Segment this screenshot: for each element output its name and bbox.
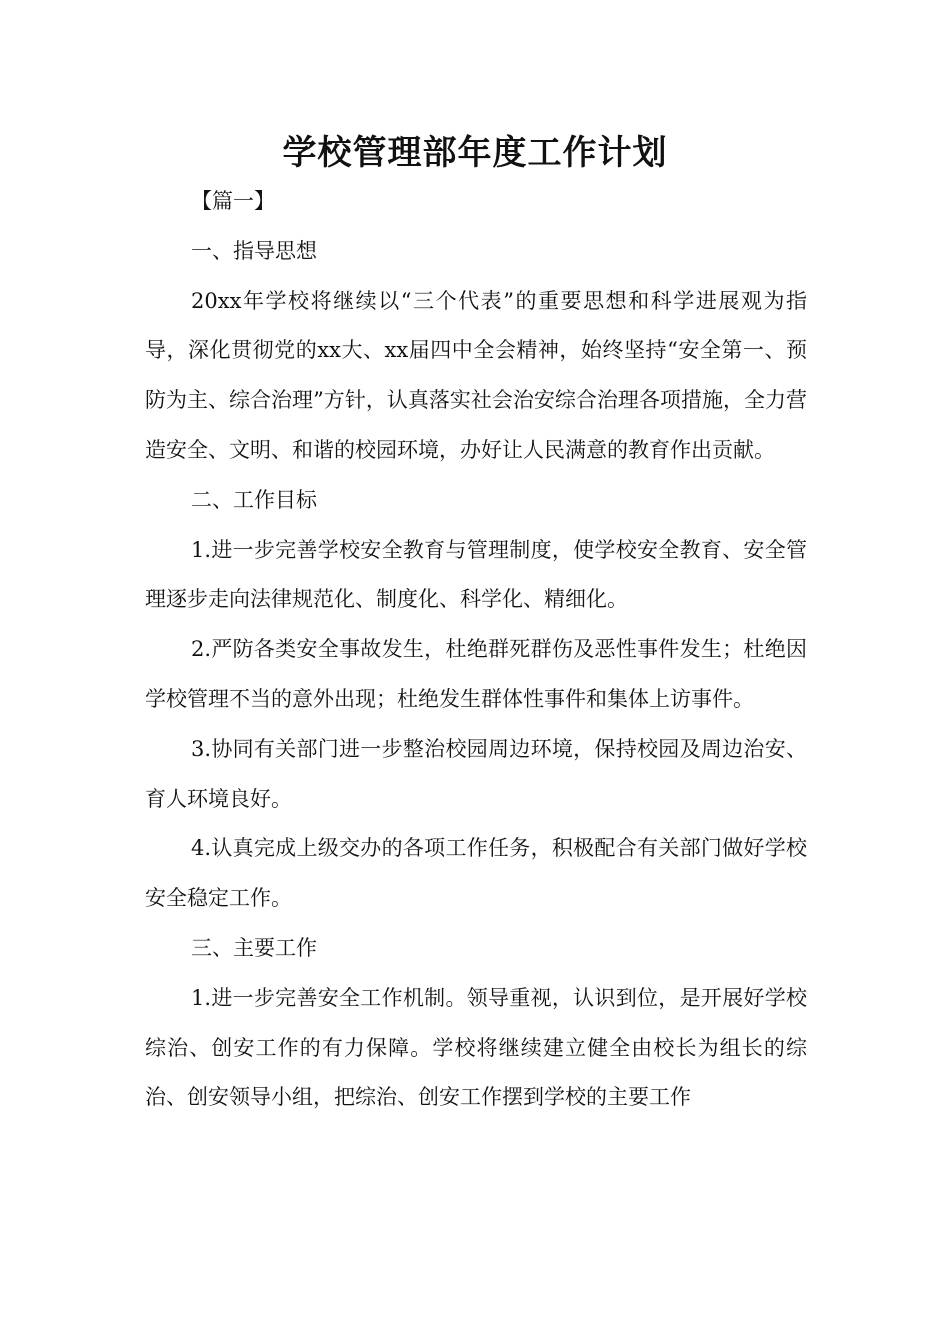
section-marker: 【篇一】: [191, 189, 275, 213]
goal-item-4: 4.认真完成上级交办的各项工作任务，积极配合有关部门做好学校安全稳定工作。: [145, 836, 807, 911]
document-title: 学校管理部年度工作计划: [282, 133, 668, 173]
goal-item-2: 2.严防各类安全事故发生，杜绝群死群伤及恶性事件发生；杜绝因学校管理不当的意外出现；杜绝发生群体性事件和集体上访事件。: [145, 637, 807, 711]
heading-work-goals: 二、工作目标: [191, 487, 317, 512]
goal-item-3: 3.协同有关部门进一步整治校园周边环境，保持校园及周边治安、育人环境良好。: [145, 736, 807, 811]
heading-guiding-ideology: 一、指导思想: [191, 238, 317, 263]
heading-main-work: 三、主要工作: [191, 935, 317, 960]
goal-item-1: 1.进一步完善学校安全教育与管理制度，使学校安全教育、安全管理逐步走向法律规范化、制度化、科学化、精细化。: [145, 537, 807, 612]
main-work-item-1: 1.进一步完善安全工作机制。领导重视，认识到位，是开展好学校综治、创安工作的有力保障。学校将继续建立健全由校长为组长的综治、创安领导小组，把综治、创安工作摆到学校的主要工作: [145, 985, 807, 1110]
paragraph-guiding-ideology: 20xx年学校将继续以“三个代表”的重要思想和科学进展观为指导，深化贯彻党的xx大、xx届四中全会精神，始终坚持“安全第一、预防为主、综合治理”方针，认真落实社会治安综合治理各项措施，全力营造安全、文明、和谐的校园环境，办好让人民满意的教育作出贡献。: [145, 288, 807, 462]
document-body: [145, 177, 807, 1123]
